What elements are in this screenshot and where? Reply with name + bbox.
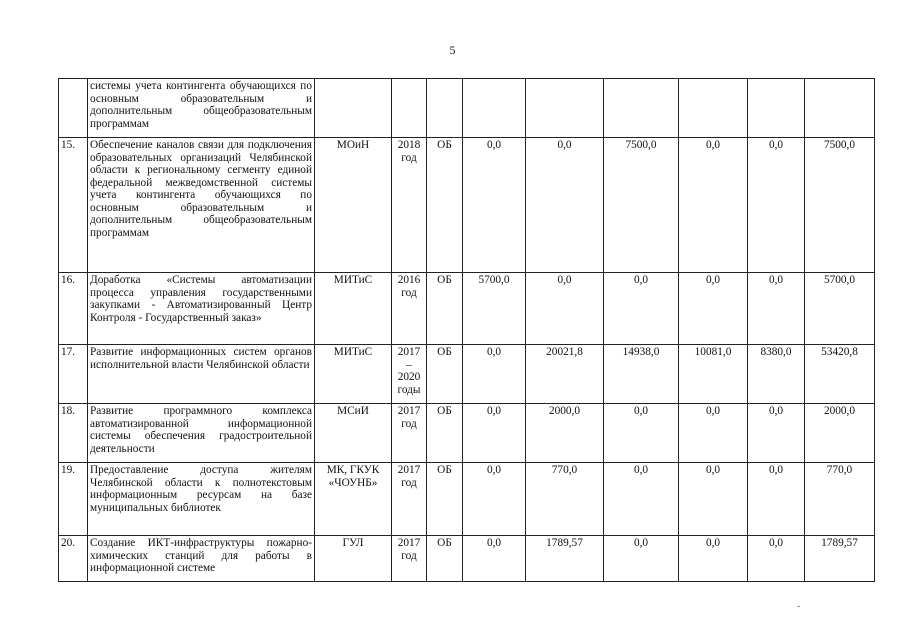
activity-name: Обеспечение каналов связи для подключения образовательных организаций Челябинской области к региональному сегменту единой федеральной межведомственной системы учета контингента обучающихся по основным образовательным и дополнительным общеобразовательным программам (88, 138, 315, 273)
period: 2017 – 2020 годы (392, 345, 427, 404)
amount-2018: 14938,0 (604, 345, 679, 404)
amount-2020: 0,0 (748, 273, 805, 345)
amount-2018: 0,0 (604, 463, 679, 536)
period: 2016 год (392, 273, 427, 345)
amount-2016: 0,0 (463, 138, 526, 273)
amount-total (805, 79, 875, 138)
executor: МОиН (315, 138, 392, 273)
executor: МИТиС (315, 273, 392, 345)
amount-2020: 8380,0 (748, 345, 805, 404)
amount-2016 (463, 79, 526, 138)
amount-2016: 0,0 (463, 345, 526, 404)
amount-2020 (748, 79, 805, 138)
amount-2019 (679, 79, 748, 138)
amount-2020: 0,0 (748, 404, 805, 463)
amount-2017: 0,0 (526, 273, 604, 345)
period: 2017 год (392, 536, 427, 582)
amount-2018: 0,0 (604, 404, 679, 463)
amount-2017: 20021,8 (526, 345, 604, 404)
amount-2019: 10081,0 (679, 345, 748, 404)
amount-total: 53420,8 (805, 345, 875, 404)
amount-2018: 0,0 (604, 273, 679, 345)
amount-2018: 7500,0 (604, 138, 679, 273)
amount-2019: 0,0 (679, 273, 748, 345)
amount-2019: 0,0 (679, 463, 748, 536)
period: 2017 год (392, 463, 427, 536)
amount-2020: 0,0 (748, 138, 805, 273)
amount-2020: 0,0 (748, 463, 805, 536)
amount-total: 7500,0 (805, 138, 875, 273)
amount-2016: 0,0 (463, 463, 526, 536)
amount-2019: 0,0 (679, 404, 748, 463)
program-activities-table (58, 78, 875, 582)
funding-source: ОБ (427, 404, 463, 463)
funding-source: ОБ (427, 536, 463, 582)
page-number: 5 (449, 43, 456, 57)
table-row (59, 273, 875, 345)
activity-name: системы учета контингента обучающихся по основным образовательным и дополнительным общеобразовательным программам (88, 79, 315, 138)
amount-2016: 0,0 (463, 536, 526, 582)
amount-2017: 0,0 (526, 138, 604, 273)
row-number: 16. (59, 273, 88, 345)
executor: МИТиС (315, 345, 392, 404)
funding-source: ОБ (427, 345, 463, 404)
row-number: 18. (59, 404, 88, 463)
amount-2017: 770,0 (526, 463, 604, 536)
executor (315, 79, 392, 138)
amount-2020: 0,0 (748, 536, 805, 582)
amount-total: 5700,0 (805, 273, 875, 345)
table-row (59, 536, 875, 582)
amount-total: 2000,0 (805, 404, 875, 463)
row-number: 20. (59, 536, 88, 582)
amount-2018: 0,0 (604, 536, 679, 582)
scan-speck (797, 606, 800, 607)
period (392, 79, 427, 138)
funding-source: ОБ (427, 463, 463, 536)
amount-2017: 2000,0 (526, 404, 604, 463)
table-row (59, 138, 875, 273)
amount-2019: 0,0 (679, 536, 748, 582)
table-row (59, 463, 875, 536)
row-number (59, 79, 88, 138)
amount-total: 1789,57 (805, 536, 875, 582)
period: 2018 год (392, 138, 427, 273)
amount-2018 (604, 79, 679, 138)
activity-name: Создание ИКТ-инфраструктуры пожарно-химических станций для работы в информационной системе (88, 536, 315, 582)
amount-total: 770,0 (805, 463, 875, 536)
executor: ГУЛ (315, 536, 392, 582)
table-row (59, 79, 875, 138)
row-number: 17. (59, 345, 88, 404)
funding-source (427, 79, 463, 138)
funding-source: ОБ (427, 273, 463, 345)
table-row (59, 404, 875, 463)
row-number: 15. (59, 138, 88, 273)
activity-name: Развитие информационных систем органов исполнительной власти Челябинской области (88, 345, 315, 404)
period: 2017 год (392, 404, 427, 463)
table-row (59, 345, 875, 404)
funding-source: ОБ (427, 138, 463, 273)
row-number: 19. (59, 463, 88, 536)
executor: МК, ГКУК «ЧОУНБ» (315, 463, 392, 536)
amount-2016: 0,0 (463, 404, 526, 463)
activity-name: Доработка «Системы автоматизации процесса управления государственными закупками - Автоматизированный Центр Контроля - Государственный заказ» (88, 273, 315, 345)
amount-2017 (526, 79, 604, 138)
amount-2019: 0,0 (679, 138, 748, 273)
amount-2017: 1789,57 (526, 536, 604, 582)
executor: МСиИ (315, 404, 392, 463)
activity-name: Развитие программного комплекса автоматизированной информационной системы обеспечения градостроительной деятельности (88, 404, 315, 463)
amount-2016: 5700,0 (463, 273, 526, 345)
activity-name: Предоставление доступа жителям Челябинской области к полнотекстовым информационным ресурсам на базе муниципальных библиотек (88, 463, 315, 536)
